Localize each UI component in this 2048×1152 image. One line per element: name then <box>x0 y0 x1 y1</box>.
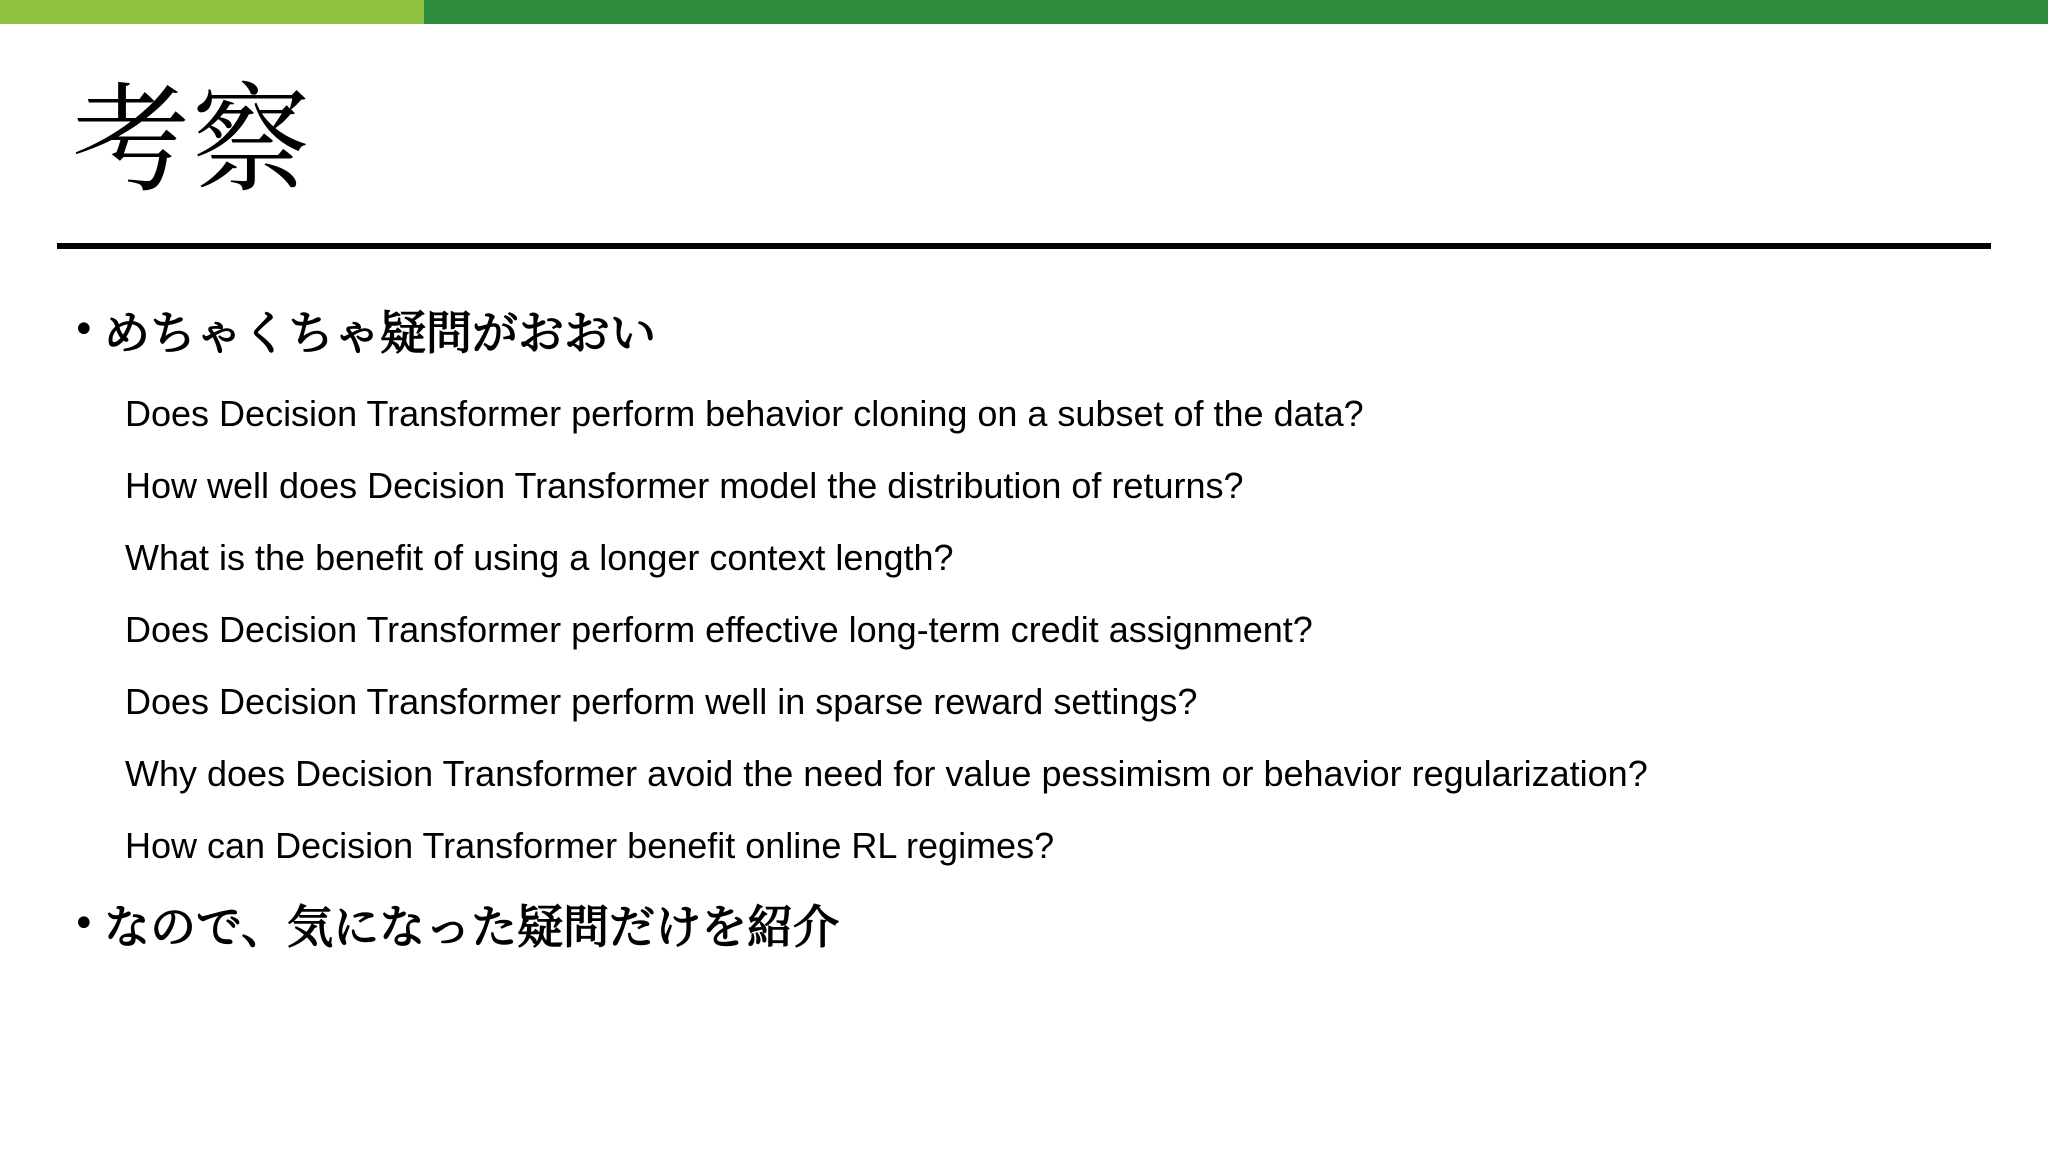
bullet-item-questions <box>72 298 656 362</box>
bullet-item-selection <box>72 892 839 956</box>
title-divider <box>57 243 1991 249</box>
accent-bar-light-segment <box>0 0 424 24</box>
question-item: Does Decision Transformer perform effective long-term credit assignment? <box>125 609 1313 650</box>
slide-title: 考察 <box>72 71 313 209</box>
bullet-dot-icon: • <box>72 307 96 353</box>
bullet-text: なので、気になった疑問だけを紹介 <box>104 900 840 954</box>
question-item: Does Decision Transformer perform behavior cloning on a subset of the data? <box>125 393 1364 434</box>
accent-bar-dark-segment <box>424 0 2048 24</box>
bullet-dot-icon: • <box>72 901 96 947</box>
bullet-text: めちゃくちゃ疑問がおおい <box>104 306 656 360</box>
question-item: How can Decision Transformer benefit online RL regimes? <box>125 825 1055 866</box>
top-accent-bar <box>0 0 2048 24</box>
question-item: How well does Decision Transformer model the distribution of returns? <box>125 465 1244 506</box>
question-item: Why does Decision Transformer avoid the need for value pessimism or behavior regularization? <box>125 753 1648 794</box>
question-list <box>125 378 1648 882</box>
question-item: What is the benefit of using a longer context length? <box>125 537 954 578</box>
question-item: Does Decision Transformer perform well in sparse reward settings? <box>125 681 1198 722</box>
